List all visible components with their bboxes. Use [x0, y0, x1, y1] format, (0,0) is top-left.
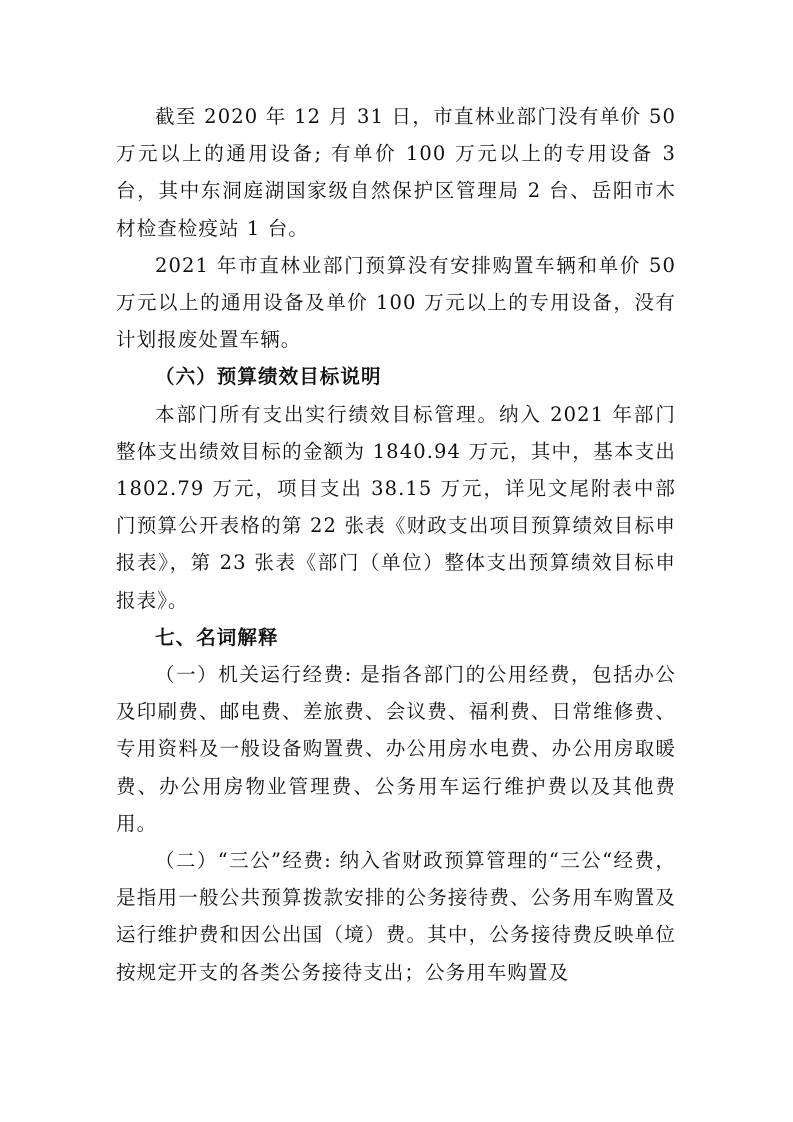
- paragraph-three-public-expenses: （二）“三公”经费: 纳入省财政预算管理的“三公“经费，是指用一般公共预算拨款安排的公务接待费、公务用车购置及运行维护费和因公出国（境）费。其中，公务接待费反映单位按规定开支的各类公务接待支出；公务用车购置及: [116, 849, 676, 984]
- document-body: [116, 98, 676, 991]
- paragraph-performance-targets: 本部门所有支出实行绩效目标管理。纳入 2021 年部门整体支出绩效目标的金额为 1840.94 万元，其中，基本支出 1802.79 万元，项目支出 38.15 万元，详见文尾附表中部门预算公开表格的第 22 张表《财政支出项目预算绩效目标申报表》，第 23 张表《部门（单位）整体支出预算绩效目标申报表》。: [116, 402, 676, 612]
- paragraph-equipment-status: 截至 2020 年 12 月 31 日，市直林业部门没有单价 50 万元以上的通用设备; 有单价 100 万元以上的专用设备 3 台，其中东洞庭湖国家级自然保护区管理局 2 台、岳阳市木材检查检疫站 1 台。: [116, 105, 676, 240]
- subheading-performance-targets: （六）预算绩效目标说明: [155, 365, 382, 389]
- paragraph-vehicle-budget: 2021 年市直林业部门预算没有安排购置车辆和单价 50 万元以上的通用设备及单价 100 万元以上的专用设备，没有计划报废处置车辆。: [116, 253, 676, 352]
- heading-glossary: 七、名词解释: [155, 625, 279, 649]
- paragraph-operating-expenses: （一）机关运行经费: 是指各部门的公用经费，包括办公及印刷费、邮电费、差旅费、会议费、福利费、日常维修费、专用资料及一般设备购置费、办公用房水电费、办公用房取暖费、办公用房物业管理费、公务用车运行维护费以及其他费用。: [116, 663, 676, 835]
